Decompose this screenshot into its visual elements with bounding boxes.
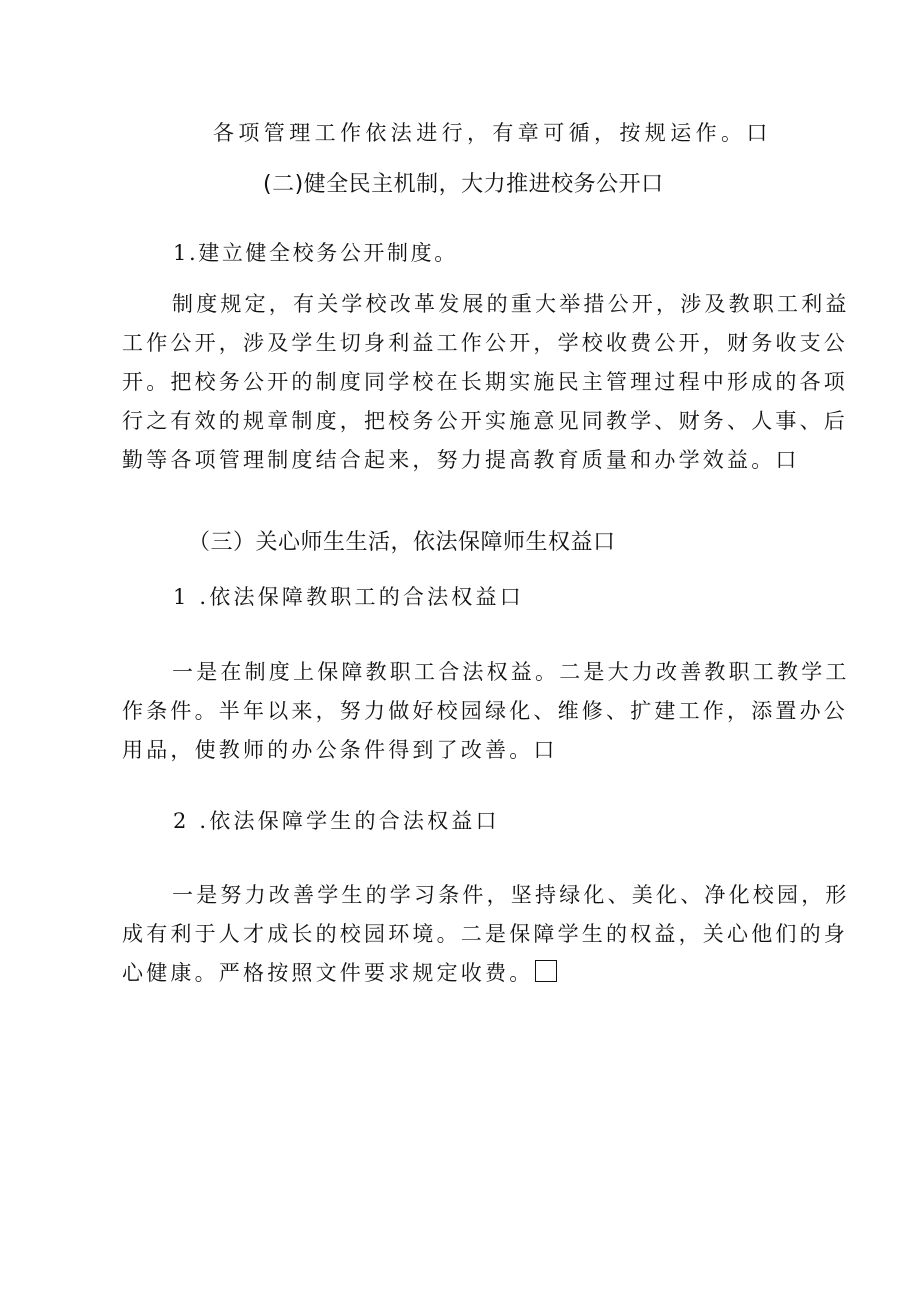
- section-heading-3: （三）关心师生生活，依法保障师生权益口: [188, 530, 616, 555]
- paragraph-line: 制度规定，有关学校改革发展的重大举措公开，涉及教职工利益: [172, 292, 850, 316]
- paragraph-2-1: [122, 285, 850, 480]
- paragraph-line: 成有利于人才成长的校园环境。二是保障学生的权益，关心他们的身: [122, 922, 848, 946]
- paragraph-line: 工作公开，涉及学生切身利益工作公开，学校收费公开，财务收支公: [122, 331, 848, 355]
- paragraph-line: 用品，使教师的办公条件得到了改善。口: [122, 738, 558, 762]
- paragraph-line: 一是在制度上保障教职工合法权益。二是大力改善教职工教学工: [172, 660, 850, 684]
- paragraph-3-1: [122, 653, 850, 770]
- section-heading-2: (二)健全民主机制，大力推进校务公开口: [263, 172, 664, 197]
- paragraph-3-2: [122, 876, 850, 993]
- text-line-top: 各项管理工作依法进行，有章可循，按规运作。口: [213, 121, 772, 145]
- paragraph-line: 勤等各项管理制度结合起来，努力提高教育质量和办学效益。口: [122, 448, 800, 472]
- item-heading-3-1: 1 .依法保障教职工的合法权益口: [173, 585, 524, 609]
- paragraph-line-with-box: [122, 954, 812, 993]
- paragraph-line: 一是努力改善学生的学习条件，坚持绿化、美化、净化校园，形: [172, 883, 850, 907]
- item-heading-3-2: 2 .依法保障学生的合法权益口: [173, 809, 500, 833]
- item-heading-2-1: 1.建立健全校务公开制度。: [173, 241, 458, 265]
- paragraph-line-text: 心健康。严格按照文件要求规定收费。: [122, 961, 534, 985]
- paragraph-line: 开。把校务公开的制度同学校在长期实施民主管理过程中形成的各项: [122, 370, 848, 394]
- paragraph-line: 作条件。半年以来，努力做好校园绿化、维修、扩建工作，添置办公: [122, 699, 848, 723]
- paragraph-line: 行之有效的规章制度，把校务公开实施意见同教学、财务、人事、后: [122, 409, 848, 433]
- checkbox-square-icon: [535, 960, 557, 982]
